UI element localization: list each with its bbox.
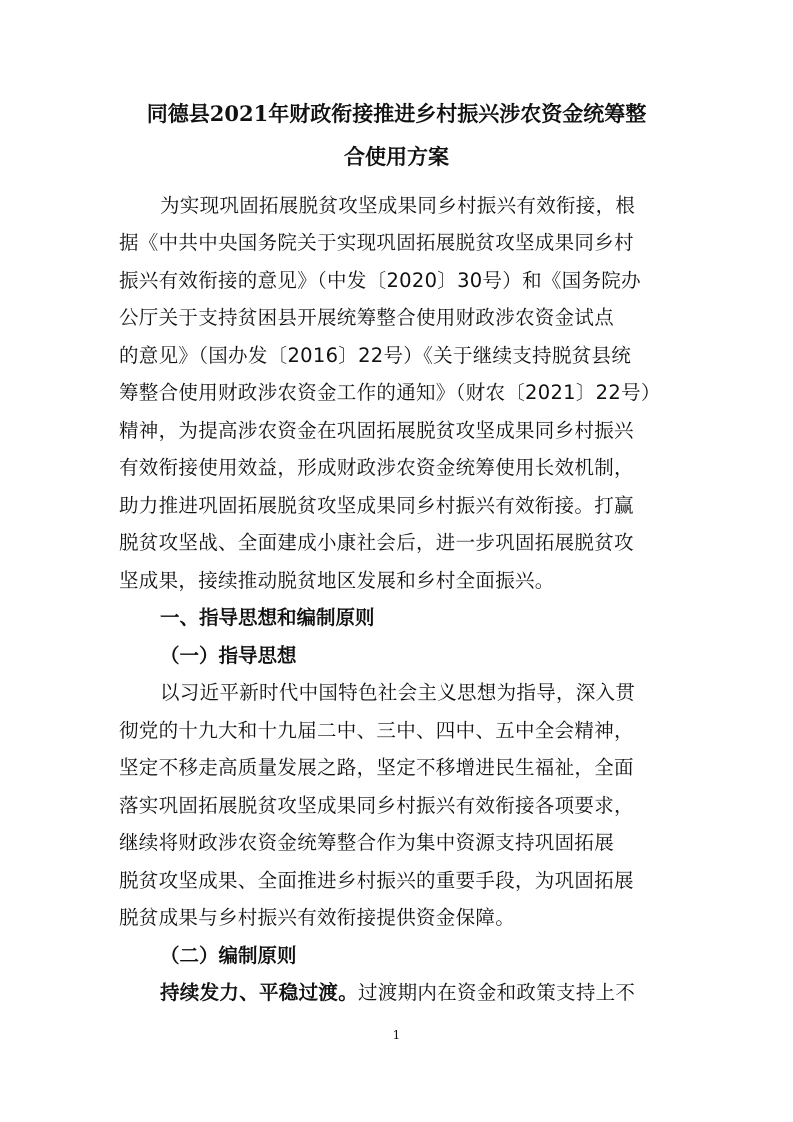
paragraph-line: 为实现巩固拓展脱贫攻坚成果同乡村振兴有效衔接，根 — [160, 194, 636, 217]
page-number: 1 — [392, 1028, 401, 1042]
paragraph-line: 有效衔接使用效益，形成财政涉农资金统筹使用长效机制， — [119, 456, 634, 479]
paragraph-line: 精神，为提高涉农资金在巩固拓展脱贫攻坚成果同乡村振兴 — [119, 419, 634, 442]
paragraph-line: 筹整合使用财政涉农资金工作的通知》（财农〔2021〕22号） — [119, 381, 661, 404]
paragraph-line: 据《中共中央国务院关于实现巩固拓展脱贫攻坚成果同乡村 — [119, 231, 634, 254]
paragraph-line: 脱贫攻坚成果、全面推进乡村振兴的重要手段，为巩固拓展 — [119, 869, 634, 892]
paragraph-line: 继续将财政涉农资金统筹整合作为集中资源支持巩固拓展 — [119, 831, 615, 854]
paragraph-line: 彻党的十九大和十九届二中、三中、四中、五中全会精神， — [119, 719, 634, 742]
document-title-line-1: 同德县2021年财政衔接推进乡村振兴涉农资金统筹整 — [146, 101, 647, 126]
paragraph-line: 以习近平新时代中国特色社会主义思想为指导，深入贯 — [160, 681, 636, 704]
paragraph-line: 助力推进巩固拓展脱贫攻坚成果同乡村振兴有效衔接。打赢 — [119, 494, 634, 517]
paragraph-line: 的意见》（国办发〔2016〕22号）《关于继续支持脱贫县统 — [119, 344, 632, 367]
paragraph-line: 脱贫成果与乡村振兴有效衔接提供资金保障。 — [119, 906, 516, 929]
paragraph-line: 脱贫攻坚战、全面建成小康社会后，进一步巩固拓展脱贫攻 — [119, 531, 634, 554]
paragraph-line: 落实巩固拓展脱贫攻坚成果同乡村振兴有效衔接各项要求， — [119, 794, 634, 817]
document-title-line-2: 合使用方案 — [344, 144, 449, 169]
paragraph-line: 公厅关于支持贫困县开展统筹整合使用财政涉农资金试点 — [119, 306, 615, 329]
paragraph-line: 坚成果，接续推动脱贫地区发展和乡村全面振兴。 — [119, 569, 555, 592]
section-heading-guiding-and-principles: 一、指导思想和编制原则 — [160, 606, 375, 629]
subsection-heading-principles: （二）编制原则 — [160, 944, 297, 967]
subsection-heading-guiding-ideology: （一）指导思想 — [160, 644, 297, 667]
paragraph-line: 坚定不移走高质量发展之路，坚定不移增进民生福祉，全面 — [119, 756, 634, 779]
paragraph-line: 振兴有效衔接的意见》（中发〔2020〕30号）和《国务院办 — [119, 269, 641, 292]
principle-text: 过渡期内在资金和政策支持上不 — [358, 981, 636, 1004]
principle-paragraph-line — [160, 978, 680, 1008]
principle-lead-bold: 持续发力、平稳过渡。 — [160, 981, 359, 1004]
